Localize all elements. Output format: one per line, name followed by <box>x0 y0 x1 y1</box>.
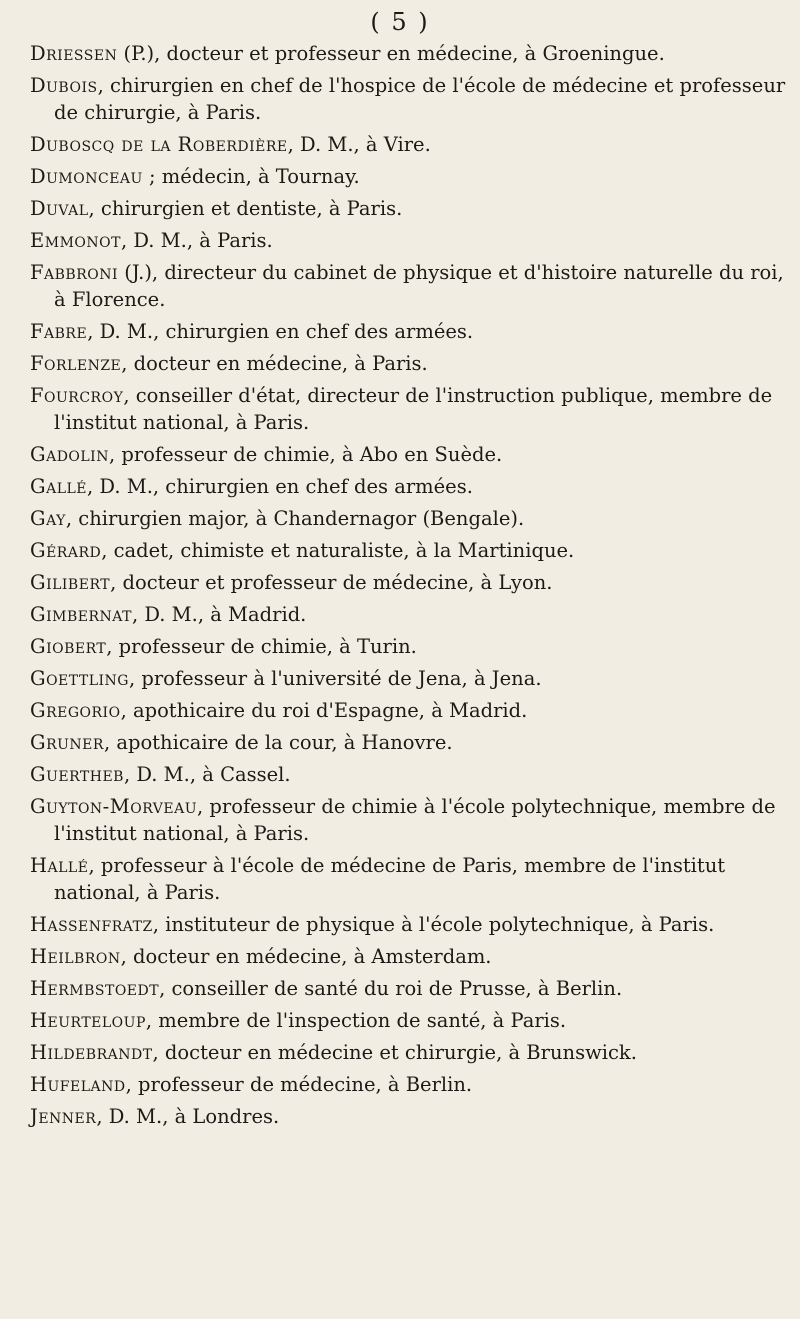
list-item <box>30 601 790 628</box>
entry-name: Heurteloup <box>30 1009 146 1032</box>
entry-description: , docteur et professeur de médecine, à Lyon. <box>110 571 553 594</box>
list-item <box>30 195 790 222</box>
list-item <box>30 697 790 724</box>
list-item <box>30 441 790 468</box>
list-item <box>30 1007 790 1034</box>
list-item <box>30 72 790 126</box>
list-item <box>30 975 790 1002</box>
entry-description: , professeur de chimie à l'école polytechnique, membre de l'institut national, à Paris. <box>54 795 776 845</box>
list-item <box>30 227 790 254</box>
entry-description: , apothicaire de la cour, à Hanovre. <box>103 731 453 754</box>
list-item <box>30 729 790 756</box>
entry-name: Hassenfratz <box>30 913 153 936</box>
entry-description: , chirurgien et dentiste, à Paris. <box>88 197 403 220</box>
entry-name: Hildebrandt <box>30 1041 153 1064</box>
list-item <box>30 350 790 377</box>
entry-name: Guertheb <box>30 763 124 786</box>
entry-description: , professeur de chimie, à Turin. <box>106 635 417 658</box>
list-item <box>30 852 790 906</box>
entry-name: Guyton-Morveau <box>30 795 197 818</box>
entry-name: Fabre <box>30 320 88 343</box>
entry-name: Gilibert <box>30 571 111 594</box>
list-item <box>30 911 790 938</box>
entry-name: Fourcroy <box>30 384 124 407</box>
entry-description: , conseiller de santé du roi de Prusse, à Berlin. <box>159 977 623 1000</box>
entry-name: Hermbstoedt <box>30 977 160 1000</box>
entry-description: (J.), directeur du cabinet de physique et d'histoire naturelle du roi, à Florence. <box>54 261 784 311</box>
list-item <box>30 382 790 436</box>
entry-name: Duboscq de la Roberdière <box>30 133 288 156</box>
entry-description: , chirurgien major, à Chandernagor (Bengale). <box>65 507 525 530</box>
entry-description: , D. M., à Vire. <box>287 133 431 156</box>
entry-name: Hufeland <box>30 1073 126 1096</box>
entry-description: , cadet, chimiste et naturaliste, à la Martinique. <box>101 539 575 562</box>
list-item <box>30 473 790 500</box>
entry-name: Jenner <box>30 1105 97 1128</box>
entry-name: Fabbroni <box>30 261 119 284</box>
entry-description: ; médecin, à Tournay. <box>142 165 360 188</box>
entry-description: , docteur en médecine, à Amsterdam. <box>120 945 492 968</box>
list-item <box>30 537 790 564</box>
list-item <box>30 793 790 847</box>
entry-description: , membre de l'inspection de santé, à Paris. <box>145 1009 567 1032</box>
entry-description: , D. M., à Cassel. <box>123 763 291 786</box>
entry-description: , professeur à l'université de Jena, à Jena. <box>128 667 542 690</box>
entry-name: Goettling <box>30 667 129 690</box>
list-item <box>30 633 790 660</box>
entry-description: , docteur en médecine, à Paris. <box>121 352 428 375</box>
entry-description: , professeur à l'école de médecine de Paris, membre de l'institut national, à Paris. <box>54 854 726 904</box>
entry-description: , D. M., à Londres. <box>96 1105 280 1128</box>
entry-description: , professeur de chimie, à Abo en Suède. <box>108 443 503 466</box>
entry-name: Heilbron <box>30 945 121 968</box>
entry-name: Emmonot <box>30 229 121 252</box>
entry-description: (P.), docteur et professeur en médecine, à Groeningue. <box>117 42 665 65</box>
list-item <box>30 665 790 692</box>
list-item <box>30 1039 790 1066</box>
list-item <box>30 943 790 970</box>
entry-name: Forlenze <box>30 352 122 375</box>
list-item <box>30 761 790 788</box>
list-item <box>30 40 790 67</box>
list-item <box>30 163 790 190</box>
list-item <box>30 505 790 532</box>
entry-description: , chirurgien en chef de l'hospice de l'école de médecine et professeur de chirurgie, à Paris. <box>54 74 786 124</box>
entry-description: , D. M., à Paris. <box>120 229 273 252</box>
list-item <box>30 1071 790 1098</box>
list-item <box>30 1103 790 1130</box>
list-item <box>30 569 790 596</box>
entry-description: , docteur en médecine et chirurgie, à Brunswick. <box>152 1041 637 1064</box>
entry-description: , D. M., à Madrid. <box>131 603 307 626</box>
entry-name: Hallé <box>30 854 89 877</box>
list-item <box>30 131 790 158</box>
entry-name: Dubois <box>30 74 98 97</box>
entry-name: Dumonceau <box>30 165 143 188</box>
entry-name: Giobert <box>30 635 107 658</box>
entry-description: , professeur de médecine, à Berlin. <box>125 1073 473 1096</box>
entry-description: , conseiller d'état, directeur de l'instruction publique, membre de l'institut national, à Paris. <box>54 384 773 434</box>
entry-name: Gregorio <box>30 699 121 722</box>
entry-name: Gérard <box>30 539 102 562</box>
entry-description: , D. M., chirurgien en chef des armées. <box>87 320 474 343</box>
entry-name: Gimbernat <box>30 603 132 626</box>
entry-name: Gallé <box>30 475 88 498</box>
entry-description: , D. M., chirurgien en chef des armées. <box>87 475 473 498</box>
entry-description: , apothicaire du roi d'Espagne, à Madrid. <box>120 699 528 722</box>
entry-name: Duval <box>30 197 89 220</box>
entry-name: Gay <box>30 507 66 530</box>
member-list <box>30 40 790 1135</box>
entry-name: Driessen <box>30 42 118 65</box>
entry-name: Gadolin <box>30 443 109 466</box>
list-item <box>30 259 790 313</box>
entry-description: , instituteur de physique à l'école polytechnique, à Paris. <box>152 913 715 936</box>
list-item <box>30 318 790 345</box>
page-number: ( 5 ) <box>370 8 430 36</box>
entry-name: Gruner <box>30 731 104 754</box>
